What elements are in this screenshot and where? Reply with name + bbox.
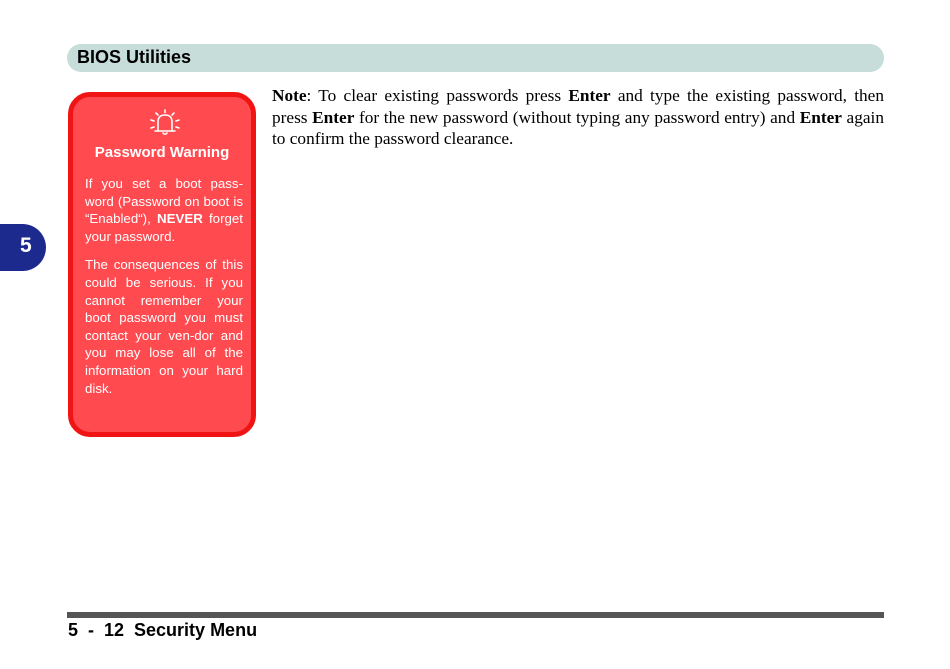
enter-key-3: Enter (799, 107, 842, 127)
warning-p1-end: forget your password. (85, 211, 243, 244)
enter-key-2: Enter (312, 107, 355, 127)
enter-key-1: Enter (568, 86, 611, 105)
note-text-2: and type the existing password, then press (272, 86, 884, 127)
alarm-bell-icon (147, 107, 183, 137)
warning-body (85, 175, 243, 408)
warning-p1-text: If you set a boot pass-word (Password on boot is “Enabled“), (85, 176, 243, 227)
note-text-3: for the new password (without typing any password entry) and (354, 107, 800, 127)
warning-paragraph-2: The consequences of this could be serious. If you cannot remember your boot password you must contact your ven-dor and you may lose all of the information on your hard disk. (85, 257, 243, 396)
chapter-tab (0, 224, 46, 271)
note-text-1: : To clear existing passwords press (306, 86, 569, 105)
note-text-4: again to confirm the password clearance. (272, 107, 884, 148)
warning-title: Password Warning (94, 144, 230, 161)
warning-never-emphasis: NEVER (156, 211, 203, 227)
footer-rule (67, 612, 884, 618)
warning-paragraph-1 (85, 175, 243, 245)
chapter-number: 5 (20, 234, 32, 257)
note-paragraph (272, 85, 884, 150)
section-title: BIOS Utilities (77, 47, 192, 67)
password-warning-box (68, 92, 256, 437)
section-header-bar (67, 44, 884, 72)
note-label: Note (272, 86, 307, 105)
page-footer: 5 - 12 Security Menu (68, 620, 258, 640)
